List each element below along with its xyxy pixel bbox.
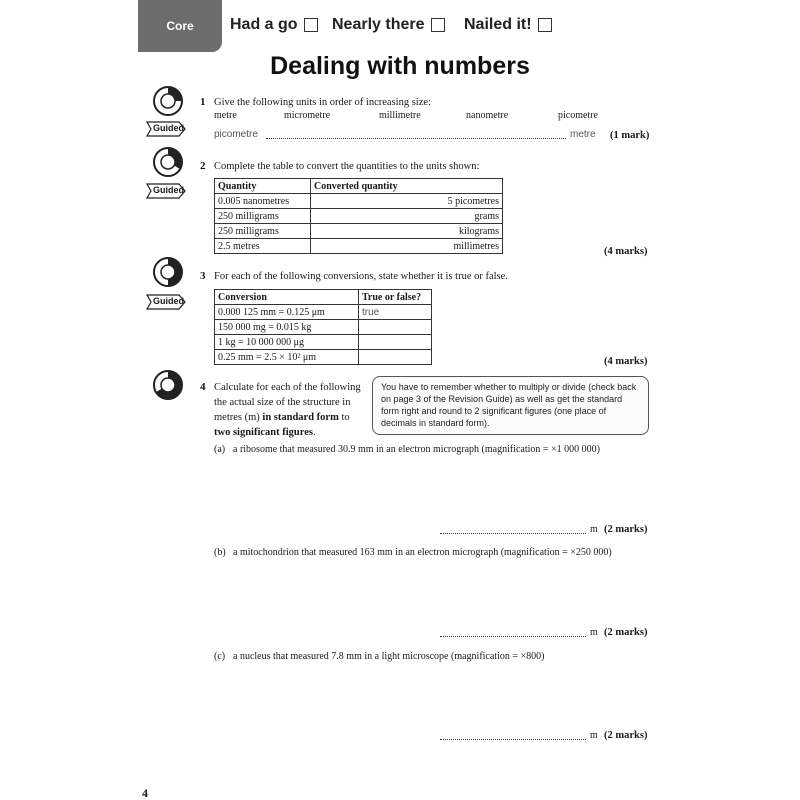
table-row bbox=[215, 224, 503, 239]
question-number: 4 bbox=[200, 381, 206, 393]
marks-label: (4 marks) bbox=[604, 246, 648, 257]
marks-label: (2 marks) bbox=[604, 627, 648, 638]
part-label: (b) bbox=[214, 547, 226, 558]
table-cell-input[interactable] bbox=[359, 350, 432, 365]
unit-item: metre bbox=[214, 110, 237, 121]
section-tab-core: Core bbox=[138, 0, 222, 52]
guided-label: Guided bbox=[153, 296, 184, 306]
answer-line[interactable] bbox=[266, 138, 566, 139]
unit-item: picometre bbox=[558, 110, 598, 121]
question-text-plain: . bbox=[312, 427, 316, 438]
table-cell: 1 kg = 10 000 000 μg bbox=[215, 335, 359, 350]
page-title: Dealing with numbers bbox=[270, 52, 530, 80]
table-cell: 150 000 mg = 0.015 kg bbox=[215, 320, 359, 335]
unit-label: m bbox=[590, 730, 598, 741]
true-false-table bbox=[214, 289, 432, 365]
answer-line[interactable] bbox=[440, 636, 586, 637]
difficulty-dial-icon bbox=[152, 256, 184, 288]
table-header: Converted quantity bbox=[311, 179, 503, 194]
table-cell: 250 milligrams bbox=[215, 224, 311, 239]
progress-nearly-there[interactable] bbox=[332, 14, 445, 36]
unit-item: micrometre bbox=[284, 110, 331, 121]
guided-badge bbox=[146, 183, 186, 204]
table-row bbox=[215, 335, 432, 350]
table-cell-input[interactable]: 5 picometres bbox=[311, 194, 503, 209]
table-header: True or false? bbox=[359, 290, 432, 305]
table-row bbox=[215, 239, 503, 254]
difficulty-dial-icon bbox=[152, 146, 184, 178]
question-text-plain: Calculate for each of the following the actual size of the structure in metres (m) bbox=[214, 382, 361, 423]
question-text-plain: to bbox=[341, 412, 350, 423]
question-number: 2 bbox=[200, 160, 206, 172]
question-number: 1 bbox=[200, 96, 206, 108]
table-cell-input[interactable]: kilograms bbox=[311, 224, 503, 239]
table-cell-input[interactable]: millimetres bbox=[311, 239, 503, 254]
table-cell-input[interactable]: grams bbox=[311, 209, 503, 224]
conversion-table bbox=[214, 178, 503, 254]
question-text: Give the following units in order of increasing size: bbox=[214, 97, 431, 108]
marks-label: (1 mark) bbox=[610, 130, 650, 141]
unit-label: m bbox=[590, 524, 598, 535]
tip-callout: You have to remember whether to multiply or divide (check back on page 3 of the Revision Guide) as well as get the standard form right and round to 2 significant figures (one place of decimals in standard form). bbox=[372, 376, 649, 435]
table-cell-input[interactable]: true bbox=[359, 305, 432, 320]
part-text: a ribosome that measured 30.9 mm in an electron micrograph (magnification = ×1 000 000) bbox=[233, 444, 601, 455]
part-label: (c) bbox=[214, 651, 226, 662]
progress-label: Nearly there bbox=[332, 16, 425, 33]
checkbox[interactable] bbox=[538, 18, 552, 32]
answer-line[interactable] bbox=[440, 533, 586, 534]
difficulty-dial-icon bbox=[152, 369, 184, 401]
table-header: Conversion bbox=[215, 290, 359, 305]
table-cell: 0.000 125 mm = 0.125 μm bbox=[215, 305, 359, 320]
guided-badge bbox=[146, 121, 186, 142]
question-text-bold: two significant figures bbox=[214, 427, 313, 438]
table-row bbox=[215, 305, 432, 320]
guided-badge bbox=[146, 294, 186, 315]
table-cell-input[interactable] bbox=[359, 320, 432, 335]
marks-label: (2 marks) bbox=[604, 730, 648, 741]
table-row bbox=[215, 320, 432, 335]
table-row bbox=[215, 209, 503, 224]
table-cell: 250 milligrams bbox=[215, 209, 311, 224]
answer-start: picometre bbox=[214, 129, 258, 140]
marks-label: (2 marks) bbox=[604, 524, 648, 535]
table-cell: 0.25 mm = 2.5 × 10² μm bbox=[215, 350, 359, 365]
marks-label: (4 marks) bbox=[604, 356, 648, 367]
unit-item: nanometre bbox=[466, 110, 509, 121]
guided-label: Guided bbox=[153, 185, 184, 195]
unit-item: millimetre bbox=[379, 110, 421, 121]
part-text: a mitochondrion that measured 163 mm in an electron micrograph (magnification = ×250 000) bbox=[233, 547, 612, 558]
page-number: 4 bbox=[142, 786, 148, 800]
checkbox[interactable] bbox=[431, 18, 445, 32]
answer-end: metre bbox=[570, 129, 596, 140]
guided-label: Guided bbox=[153, 123, 184, 133]
part-label: (a) bbox=[214, 444, 226, 455]
unit-label: m bbox=[590, 627, 598, 638]
question-text: For each of the following conversions, state whether it is true or false. bbox=[214, 271, 508, 282]
question-text bbox=[214, 380, 362, 440]
checkbox[interactable] bbox=[304, 18, 318, 32]
progress-nailed-it[interactable] bbox=[464, 14, 552, 36]
answer-line[interactable] bbox=[440, 739, 586, 740]
progress-label: Nailed it! bbox=[464, 16, 532, 33]
question-text-bold: in standard form bbox=[262, 412, 339, 423]
question-text: Complete the table to convert the quantities to the units shown: bbox=[214, 161, 480, 172]
part-text: a nucleus that measured 7.8 mm in a light microscope (magnification = ×800) bbox=[233, 651, 545, 662]
question-number: 3 bbox=[200, 270, 206, 282]
table-cell: 0.005 nanometres bbox=[215, 194, 311, 209]
difficulty-dial-icon bbox=[152, 85, 184, 117]
progress-label: Had a go bbox=[230, 16, 298, 33]
table-cell: 2.5 metres bbox=[215, 239, 311, 254]
progress-had-a-go[interactable] bbox=[230, 14, 318, 36]
table-row bbox=[215, 350, 432, 365]
table-header: Quantity bbox=[215, 179, 311, 194]
table-row bbox=[215, 194, 503, 209]
table-cell-input[interactable] bbox=[359, 335, 432, 350]
